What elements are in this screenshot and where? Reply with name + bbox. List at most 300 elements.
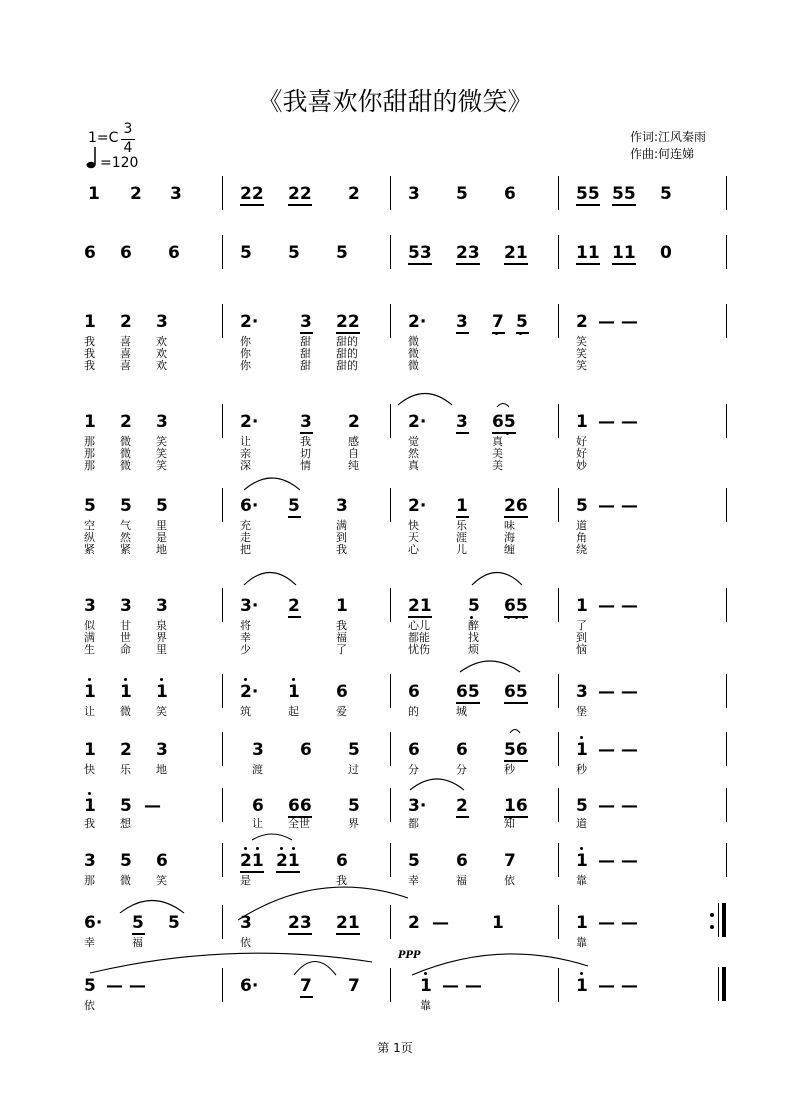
octave-dot (88, 792, 91, 795)
note: 6 (504, 184, 516, 204)
note: 5 (132, 913, 144, 933)
note: 3 (252, 740, 264, 760)
barline (726, 176, 727, 210)
lyric: 快 (84, 763, 95, 776)
note: 5 (576, 796, 588, 816)
note: 2· (240, 412, 259, 432)
barline (726, 404, 727, 438)
lyric: 我 (84, 817, 95, 830)
lyric: 靠 (420, 999, 431, 1012)
note: 22 (336, 312, 360, 332)
lyric: 依 (84, 999, 95, 1012)
lyric: 我 (336, 543, 347, 556)
note: 6· (84, 913, 103, 933)
note: 6 (252, 796, 264, 816)
octave-dot (495, 332, 498, 335)
underline-beam (288, 616, 301, 618)
barline (222, 304, 223, 338)
underline-beam (504, 760, 528, 762)
lyric: 秒 (576, 763, 587, 776)
lyric: 我 (84, 335, 95, 348)
note: 1 (156, 682, 168, 702)
note: 2 (130, 184, 142, 204)
lyric: 那 (84, 459, 95, 472)
note: 1 (288, 682, 300, 702)
note: 2 (348, 412, 360, 432)
lyric: 走 (240, 531, 251, 544)
lyric: 都 (408, 817, 419, 830)
lyric: 世 (120, 631, 131, 644)
underline-beam (132, 933, 145, 935)
note: 65 (504, 596, 528, 616)
lyric: 喜 (120, 347, 131, 360)
barline (222, 968, 223, 1002)
lyric: 分 (408, 763, 419, 776)
barline (222, 732, 223, 766)
underline-beam (492, 332, 505, 334)
barline (390, 488, 391, 522)
note: — — (106, 976, 146, 996)
lyric: 你 (240, 347, 251, 360)
lyric: 道 (576, 817, 587, 830)
note: 6 (120, 243, 132, 263)
lyric: 找 (468, 631, 479, 644)
note: 21 (504, 243, 528, 263)
lyric: 欢 (156, 347, 167, 360)
note: — — (598, 596, 638, 616)
note: 2· (240, 312, 259, 332)
barline (558, 788, 559, 822)
barline (726, 588, 727, 622)
lyric: 道 (576, 519, 587, 532)
lyric: 海 (504, 531, 515, 544)
song-title: 《我喜欢你甜甜的微笑》 (257, 87, 533, 116)
note: 11 (612, 243, 636, 263)
octave-dot (580, 736, 583, 739)
lyric: 美 (492, 447, 503, 460)
slur (294, 962, 336, 976)
lyric: 紧 (120, 543, 131, 556)
note: 3 (300, 312, 312, 332)
underline-beam (408, 616, 432, 618)
note: 2· (408, 412, 427, 432)
lyric: 微 (120, 874, 131, 887)
note: 22 (288, 184, 312, 204)
note: 6 (336, 682, 348, 702)
lyric: 界 (156, 631, 167, 644)
lyric: 亲 (240, 447, 251, 460)
lyric: 切 (300, 447, 311, 460)
page-number: 第 1页 (377, 1041, 413, 1055)
lyric: 忧伤 (408, 643, 430, 656)
lyric: 想 (120, 817, 131, 830)
note: 3 (156, 312, 168, 332)
note: — — (598, 682, 638, 702)
repeat-dot (710, 925, 714, 929)
key-signature: 1=C (88, 130, 119, 146)
note: 1 (84, 682, 96, 702)
lyric: 角 (576, 531, 587, 544)
underline-beam (408, 263, 432, 265)
lyric: 分 (456, 763, 467, 776)
lyric: 让 (84, 705, 95, 718)
note: 2 (120, 740, 132, 760)
note: — — (598, 796, 638, 816)
lyric: 幸 (408, 874, 419, 887)
barline (390, 732, 391, 766)
lyric: 我 (84, 359, 95, 372)
lyric: 微 (120, 705, 131, 718)
lyric: 感 (348, 435, 359, 448)
barline (726, 843, 727, 877)
lyric: 那 (84, 435, 95, 448)
lyric: 渡 (252, 763, 263, 776)
note: 5 (456, 184, 468, 204)
lyric: 纯 (348, 459, 359, 472)
lyric: 起 (288, 705, 299, 718)
lyric: 微 (120, 459, 131, 472)
barline (726, 732, 727, 766)
underline-beam (612, 263, 636, 265)
note: 6 (456, 740, 468, 760)
underline-beam (504, 263, 528, 265)
note: 6 (300, 740, 312, 760)
note: — — (598, 312, 638, 332)
lyric: 甜的 (336, 335, 358, 348)
slur (460, 661, 520, 672)
note: 5 (84, 976, 96, 996)
note: 66 (288, 796, 312, 816)
barline (726, 488, 727, 522)
lyric: 甜 (300, 335, 311, 348)
lyric: 然 (120, 531, 131, 544)
note: 2 (456, 796, 468, 816)
note: 1 (576, 851, 588, 871)
note: 2 (120, 312, 132, 332)
note: 5 (336, 243, 348, 263)
lyric: 甜的 (336, 359, 358, 372)
lyric: 福 (132, 936, 143, 949)
slur (120, 901, 184, 914)
note: — (432, 913, 449, 933)
note: 65 (504, 682, 528, 702)
note: 2· (408, 496, 427, 516)
lyric: 绕 (576, 543, 587, 556)
underline-beam (336, 332, 360, 334)
barline (558, 304, 559, 338)
lyric: 笑 (156, 874, 167, 887)
lyric: 醉 (468, 619, 479, 632)
note: 5 (240, 243, 252, 263)
lyric: 靠 (576, 936, 587, 949)
note: 7 (348, 976, 360, 996)
note: 6 (336, 851, 348, 871)
lyric: 福 (336, 631, 347, 644)
barline (390, 404, 391, 438)
note: 5 (660, 184, 672, 204)
lyric: 心儿 (408, 619, 430, 632)
note: 0 (660, 243, 672, 263)
octave-dot (256, 847, 259, 850)
lyric: 微 (408, 359, 419, 372)
lyric: 美 (492, 459, 503, 472)
slur (410, 779, 464, 790)
underline-beam (504, 702, 528, 704)
barline (390, 176, 391, 210)
barline (390, 674, 391, 708)
note: 3 (408, 184, 420, 204)
note: — — (598, 740, 638, 760)
lyric: 你 (240, 335, 251, 348)
note: 6 (84, 243, 96, 263)
lyric: 似 (84, 619, 95, 632)
lyric: 微 (408, 347, 419, 360)
note: 1 (84, 740, 96, 760)
note: — — (598, 496, 638, 516)
lyric: 爱 (336, 705, 347, 718)
note: 23 (288, 913, 312, 933)
lyric: 甘 (120, 619, 131, 632)
underline-beam (240, 871, 264, 873)
slur (497, 404, 509, 408)
underline-beam (612, 204, 636, 206)
note: 55 (612, 184, 636, 204)
underline-beam (456, 332, 469, 334)
barline (222, 588, 223, 622)
note: 2 (120, 412, 132, 432)
barline (558, 235, 559, 269)
note: 3 (84, 851, 96, 871)
lyric: 里 (156, 519, 167, 532)
note: 1 (456, 496, 468, 516)
barline (222, 176, 223, 210)
lyric: 到 (576, 631, 587, 644)
note: 6 (408, 740, 420, 760)
note: 1 (88, 184, 100, 204)
note: 21 (240, 851, 264, 871)
note: 3 (456, 312, 468, 332)
octave-dot (88, 678, 91, 681)
lyric: 你 (240, 359, 251, 372)
lyric: 是 (156, 531, 167, 544)
barline (390, 304, 391, 338)
barline (222, 404, 223, 438)
note: 3 (456, 412, 468, 432)
note: 5 (516, 312, 528, 332)
lyric: 知 (504, 817, 515, 830)
barline (726, 674, 727, 708)
time-signature-bottom: 4 (123, 140, 133, 156)
lyric: 然 (408, 447, 419, 460)
lyric: 乐 (120, 763, 131, 776)
barline (222, 488, 223, 522)
lyric: 缠 (504, 543, 515, 556)
lyric: 乐 (456, 519, 467, 532)
underline-beam (240, 204, 264, 206)
octave-dot (506, 432, 509, 435)
lyric: 天 (408, 531, 419, 544)
note: 2 (288, 596, 300, 616)
lyric: 都能 (408, 631, 430, 644)
note: 3 (576, 682, 588, 702)
underline-beam (576, 263, 600, 265)
note: 6 (456, 851, 468, 871)
lyric: 让 (240, 435, 251, 448)
note: 1 (492, 913, 504, 933)
lyric: 微 (408, 335, 419, 348)
lyric: 我 (336, 619, 347, 632)
lyric: 生 (84, 643, 95, 656)
note: 1 (84, 796, 96, 816)
barline (390, 588, 391, 622)
note: 3 (156, 596, 168, 616)
lyric: 幸 (84, 936, 95, 949)
lyric: 气 (120, 519, 131, 532)
lyric: 觉 (408, 435, 419, 448)
barline (726, 304, 727, 338)
barline (222, 843, 223, 877)
note: 22 (240, 184, 264, 204)
final-thin-bar (718, 967, 719, 1001)
lyric: 靠 (576, 874, 587, 887)
note: — — (598, 851, 638, 871)
lyric: 深 (240, 459, 251, 472)
composer-name: 何连娣 (658, 147, 695, 161)
note: — (144, 796, 161, 816)
lyric: 儿 (456, 543, 467, 556)
lyric: 依 (240, 936, 251, 949)
lyric: 空 (84, 519, 95, 532)
underline-beam (288, 516, 301, 518)
lyric: 满 (84, 631, 95, 644)
octave-dot (522, 616, 525, 619)
underline-beam (456, 516, 469, 518)
note: 5 (120, 496, 132, 516)
slur (244, 478, 300, 490)
octave-dot (280, 847, 283, 850)
underline-beam (300, 996, 313, 998)
note: 2 (576, 312, 588, 332)
final-thick-bar (722, 967, 726, 1001)
note: 5 (468, 596, 480, 616)
lyricist-name: 江风秦雨 (658, 130, 707, 144)
note: 6 (408, 682, 420, 702)
note: 5 (348, 740, 360, 760)
lyric: 充 (240, 519, 251, 532)
end-repeat-thick-bar (722, 903, 726, 937)
barline (390, 905, 391, 939)
octave-dot (515, 616, 518, 619)
underline-beam (456, 702, 480, 704)
lyric: 那 (84, 874, 95, 887)
time-signature-top: 3 (123, 121, 133, 137)
lyric: 幸 (240, 631, 251, 644)
lyric: 自 (348, 447, 359, 460)
lyric: 甜的 (336, 347, 358, 360)
lyric: 堡 (576, 705, 587, 718)
lyric: 福 (456, 874, 467, 887)
lyric: 欢 (156, 359, 167, 372)
note: 21 (276, 851, 300, 871)
lyric: 情 (300, 459, 311, 472)
note: 3 (240, 913, 252, 933)
note: 1 (576, 740, 588, 760)
underline-beam (504, 516, 528, 518)
lyric: 快 (408, 519, 419, 532)
slur (398, 394, 452, 406)
note: 3 (170, 184, 182, 204)
note: 3 (300, 412, 312, 432)
lyric: 真 (492, 435, 503, 448)
note: — — (598, 412, 638, 432)
note: 5 (288, 243, 300, 263)
barline (222, 788, 223, 822)
barline (390, 843, 391, 877)
lyric: 少 (240, 643, 251, 656)
note: 5 (120, 851, 132, 871)
note: 3 (156, 412, 168, 432)
lyric: 好 (576, 447, 587, 460)
note: 2 (408, 913, 420, 933)
composer-label: 作曲: (630, 147, 659, 161)
lyric: 我 (336, 874, 347, 887)
octave-dot (519, 332, 522, 335)
note: — — (442, 976, 482, 996)
barline (558, 404, 559, 438)
lyric: 了 (576, 619, 587, 632)
note: 16 (504, 796, 528, 816)
lyric: 把 (240, 543, 251, 556)
note: 23 (456, 243, 480, 263)
lyric: 泉 (156, 619, 167, 632)
octave-dot (292, 678, 295, 681)
underline-beam (300, 432, 313, 434)
note: 3 (84, 596, 96, 616)
note: 56 (504, 740, 528, 760)
note: 3 (120, 596, 132, 616)
note: 21 (408, 596, 432, 616)
note: 65 (456, 682, 480, 702)
note: 2 (348, 184, 360, 204)
octave-dot (580, 972, 583, 975)
note: 7 (300, 976, 312, 996)
barline (558, 843, 559, 877)
lyric: 了 (336, 643, 347, 656)
lyric: 笑 (576, 359, 587, 372)
note: — — (598, 976, 638, 996)
barline (558, 905, 559, 939)
note: 3· (240, 596, 259, 616)
barline (558, 968, 559, 1002)
underline-beam (456, 432, 469, 434)
note: 6 (168, 243, 180, 263)
lyric: 笑 (156, 435, 167, 448)
note: 1 (84, 312, 96, 332)
underline-beam (576, 204, 600, 206)
lyric: 甜 (300, 359, 311, 372)
lyric: 满 (336, 519, 347, 532)
lyric: 心 (408, 543, 419, 556)
lyric: 笑 (156, 447, 167, 460)
lyric: 地 (156, 763, 167, 776)
octave-dot (292, 847, 295, 850)
lyric: 将 (240, 619, 251, 632)
note: 3 (336, 496, 348, 516)
underline-beam (276, 871, 300, 873)
octave-dot (580, 847, 583, 850)
octave-dot (424, 972, 427, 975)
note: 65 (492, 412, 516, 432)
